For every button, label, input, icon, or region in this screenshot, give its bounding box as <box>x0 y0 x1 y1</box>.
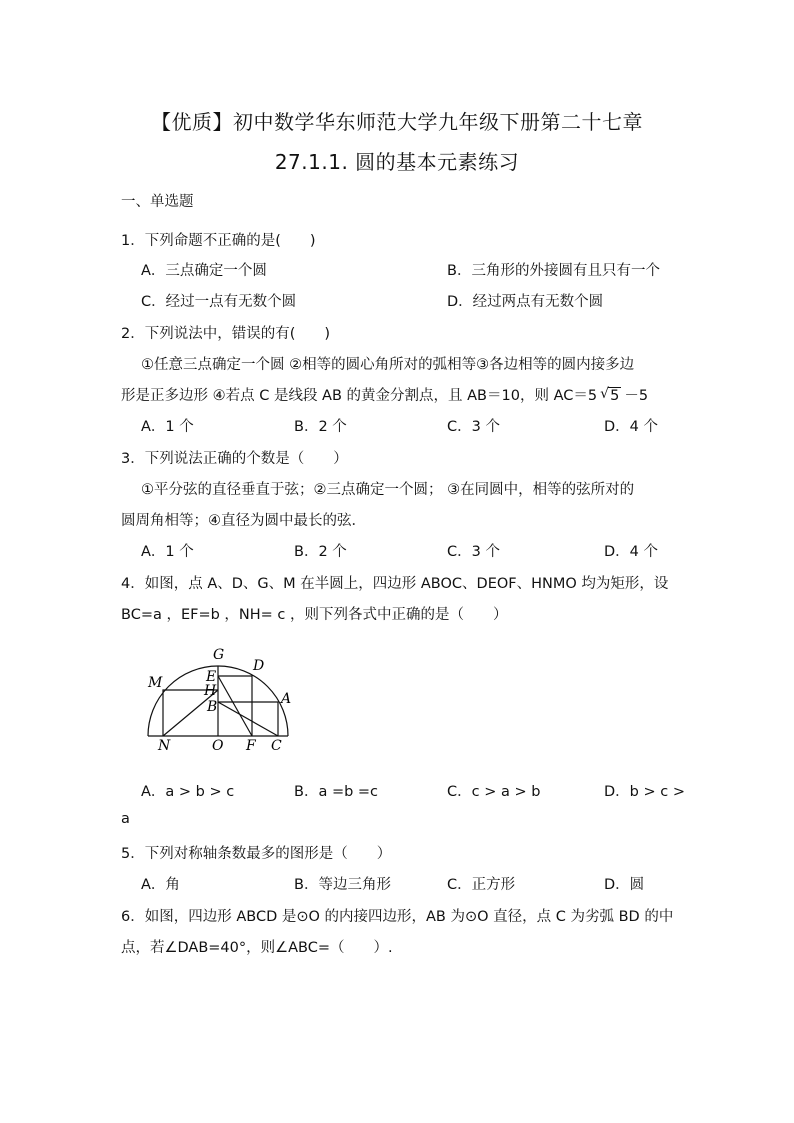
q3-option-b: B．2 个 <box>294 544 347 560</box>
q3-option-c: C．3 个 <box>447 544 500 560</box>
q5-option-c: C．正方形 <box>447 877 516 893</box>
q1-option-a: A．三点确定一个圆 <box>141 263 267 279</box>
q4-option-d: D．b > c > <box>604 784 685 800</box>
q6-stem-line1: 6．如图，四边形 ABCD 是⊙O 的内接四边形，AB 为⊙O 直径，点 C 为劣弧 BD 的中 <box>121 909 674 925</box>
section-heading: 一、单选题 <box>121 194 194 210</box>
q4-option-b: B．a =b =c <box>294 784 379 800</box>
sqrt-expression <box>600 388 621 404</box>
label-h: H <box>204 683 217 699</box>
semicircle-rectangles-figure <box>140 640 300 755</box>
radical-sign-icon: √ <box>600 386 610 402</box>
q6-stem-line2: 点，若∠DAB=40°，则∠ABC=（ ）. <box>121 940 393 956</box>
q5-option-a: A．角 <box>141 877 180 893</box>
q4-stem-line2: BC=a ，EF=b ，NH= c ，则下列各式中正确的是（ ） <box>121 607 508 623</box>
q1-stem: 1．下列命题不正确的是( ) <box>121 233 316 249</box>
q4-option-a: A．a > b > c <box>141 784 235 800</box>
doc-title-line2: 27.1.1. 圆的基本元素练习 <box>274 150 520 174</box>
q3-stem: 3．下列说法正确的个数是（ ） <box>121 451 348 467</box>
label-o: O <box>212 738 224 754</box>
diagonal-ef <box>218 676 252 736</box>
q4-option-d-wrap: a <box>121 811 130 827</box>
sqrt-radicand: 5 <box>610 388 620 404</box>
q2-option-a: A．1 个 <box>141 419 194 435</box>
label-f: F <box>246 738 256 754</box>
q2-line2-tail: －5 <box>624 388 649 404</box>
q3-statement-line2: 圆周角相等；④直径为圆中最长的弦． <box>121 513 366 529</box>
q2-option-d: D．4 个 <box>604 419 658 435</box>
label-d: D <box>253 658 265 674</box>
q1-option-c: C．经过一点有无数个圆 <box>141 294 297 310</box>
q5-option-d: D．圆 <box>604 877 645 893</box>
label-b: B <box>207 699 218 715</box>
label-g: G <box>213 647 225 663</box>
q2-statement-line1: ①任意三点确定一个圆 ②相等的圆心角所对的弧相等③各边相等的圆内接多边 <box>141 357 635 373</box>
q4-stem-line1: 4．如图，点 A、D、G、M 在半圆上，四边形 ABOC、DEOF、HNMO 均为矩形，设 <box>121 576 669 592</box>
q2-option-c: C．3 个 <box>447 419 500 435</box>
label-c: C <box>271 738 282 754</box>
q1-option-d: D．经过两点有无数个圆 <box>447 294 604 310</box>
q5-stem: 5．下列对称轴条数最多的图形是（ ） <box>121 846 392 862</box>
label-m: M <box>148 675 163 691</box>
label-e: E <box>206 669 217 685</box>
q3-option-d: D．4 个 <box>604 544 658 560</box>
q2-stem: 2．下列说法中，错误的有( ) <box>121 326 331 342</box>
q1-option-b: B．三角形的外接圆有且只有一个 <box>447 263 660 279</box>
label-n: N <box>158 738 171 754</box>
q3-option-a: A．1 个 <box>141 544 194 560</box>
q4-option-c: C．c > a > b <box>447 784 541 800</box>
q2-option-b: B．2 个 <box>294 419 347 435</box>
diagonal-bc <box>218 702 278 736</box>
q2-statement-line2 <box>121 384 648 405</box>
doc-title-line1: 【优质】初中数学华东师范大学九年级下册第二十七章 <box>151 110 643 134</box>
q2-line2-text: 形是正多边形 ④若点 C 是线段 AB 的黄金分割点，且 AB＝10，则 AC＝5 <box>121 388 598 404</box>
label-a: A <box>281 691 292 707</box>
q5-option-b: B．等边三角形 <box>294 877 391 893</box>
q3-statement-line1: ①平分弦的直径垂直于弦；②三点确定一个圆； ③在同圆中，相等的弦所对的 <box>141 482 635 498</box>
